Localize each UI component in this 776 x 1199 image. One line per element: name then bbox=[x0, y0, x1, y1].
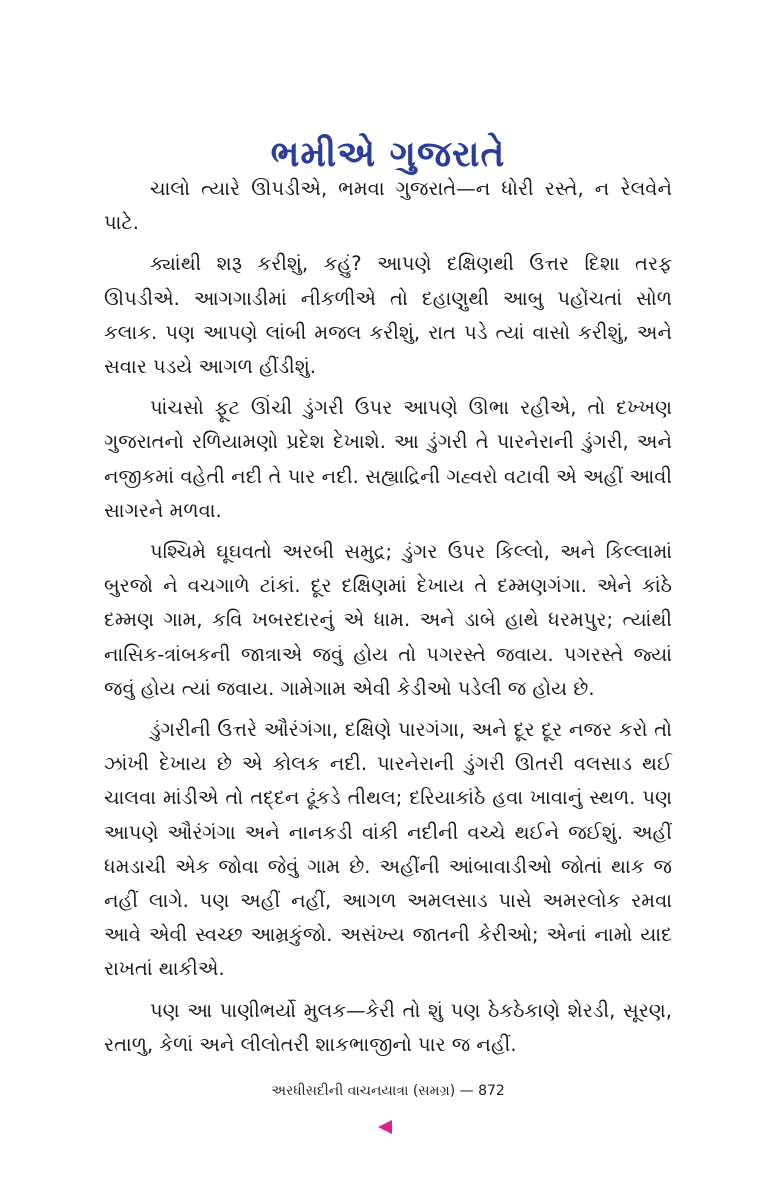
paragraph: ચાલો ત્યારે ઊપડીએ, ભમવા ગુજરાતે—ન ધોરી રસ્તે, ન રેલવેને પાટે. bbox=[104, 177, 672, 235]
paragraph: પણ આ પાણીભર્યો મુલક—કેરી તો શું પણ ઠેકઠેકાણે શેરડી, સૂરણ, રતાળુ, કેળાં અને લીલોતરી શાકભાજીનો પાર જ નહીં. bbox=[104, 998, 672, 1056]
article-body bbox=[104, 172, 672, 1069]
paragraph: પશ્ચિમે ઘૂઘવતો અરબી સમુદ્ર; ડુંગર ઉપર કિલ્લો, અને કિલ્લામાં બુરજો ને વચગાળે ટાંકાં. દૂર દક્ષિણમાં દેખાય તે દમ્મણગંગા. એને કાંઠે દમ્મણ ગામ, કવિ ખબરદારનું એ ધામ. અને ડાબે હાથે ધરમપુર; ત્યાંથી નાસિક-ત્રાંબકની જાત્રાએ જવું હોય તો પગરસ્તે જવાય. પગરસ્તે જ્યાં જવું હોય ત્યાં જવાય. ગામેગામ એવી કેડીઓ પડેલી જ હોય છે. bbox=[104, 540, 672, 700]
page-footer: અરધીસદીની વાચનયાત્રા (સમગ્ર) — 872 bbox=[271, 1083, 505, 1099]
paragraph: ક્યાંથી શરૂ કરીશું, કહું? આપણે દક્ષિણથી ઉત્તર દિશા તરફ ઊપડીએ. આગગાડીમાં નીકળીએ તો દહાણુથી આબુ પહોંચતાં સોળ કલાક. પણ આપણે લાંબી મજલ કરીશું, રાત પડે ત્યાં વાસો કરીશું, અને સવાર પડયે આગળ હીંડીશું. bbox=[104, 252, 672, 379]
paragraph: પાંચસો ફૂટ ઊંચી ડુંગરી ઉપર આપણે ઊભા રહીએ, તો દખ્ખણ ગુજરાતનો રળિયામણો પ્રદેશ દેખાશે. આ ડુંગરી તે પારનેરાની ડુંગરી, અને નજીકમાં વહેતી નદી તે પાર નદી. સહ્યાદ્રિની ગહ્વરો વટાવી એ અહીં આવી સાગરને મળવા. bbox=[104, 396, 672, 522]
paragraph: ડુંગરીની ઉત્તરે ઔરંગંગા, દક્ષિણે પારગંગા, અને દૂર દૂર નજર કરો તો ઝાંખી દેખાય છે એ કોલક નદી. પારનેરાની ડુંગરી ઊતરી વલસાડ થઈ ચાલવા માંડીએ તો તદ્દન ઢૂંકડે તીથલ; દરિયાકાંઠે હવા ખાવાનું સ્થળ. પણ આપણે ઔરંગંગા અને નાનકડી વાંકી નદીની વચ્ચે થઈને જઈશું. અહીં ધમડાચી એક જોવા જેવું ગામ છે. અહીંની આંબાવાડીઓ જોતાં થાક જ નહીં લાગે. પણ અહીં નહીં, આગળ અમલસાડ પાસે અમરલોક રમવા આવે એવી સ્વચ્છ આમ્રકુંજો. અસંખ્ય જાતની કેરીઓ; એનાં નામો યાદ રાખતાં થાકીએ. bbox=[104, 718, 672, 981]
previous-page-icon[interactable] bbox=[378, 1120, 392, 1134]
page-title: ભમીએ ગુજરાતે bbox=[270, 134, 506, 176]
